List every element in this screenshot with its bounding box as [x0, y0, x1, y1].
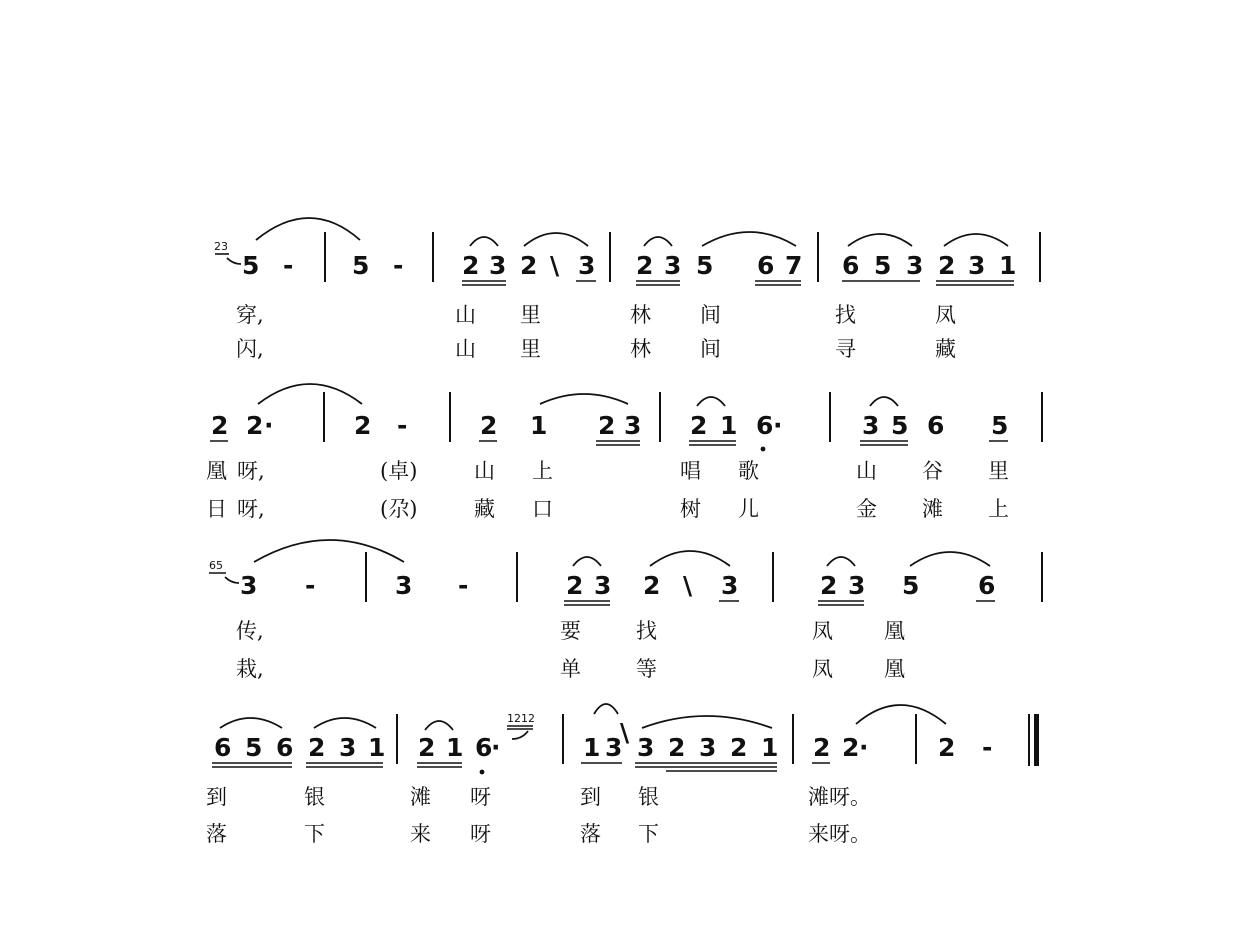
lyric: (尕): [380, 497, 418, 521]
note: 3: [968, 251, 986, 280]
note: 3: [721, 571, 739, 600]
backslash-mark: \: [550, 251, 560, 280]
lyric: 呀,: [237, 459, 265, 483]
slur: [524, 233, 588, 246]
score-line-4: [206, 704, 1039, 846]
lyric: 银: [304, 785, 325, 809]
lyric: 等: [636, 657, 657, 681]
slur: [870, 397, 898, 406]
score-line-2: [206, 384, 1042, 521]
note: 3: [664, 251, 682, 280]
lyric: 山: [474, 459, 495, 483]
lyric-verse-1: [206, 785, 871, 809]
note: 2: [520, 251, 538, 280]
grace-hook: [225, 577, 239, 583]
lyric: 来呀。: [808, 822, 871, 846]
note: 5: [891, 411, 909, 440]
lyric: 滩: [410, 785, 431, 809]
lyric: 落: [580, 822, 601, 846]
note: 2: [938, 733, 956, 762]
low-octave-dot: [761, 447, 766, 452]
lyric: 金: [856, 497, 877, 521]
lyric-verse-1: [206, 459, 1009, 483]
lyric: 口: [532, 497, 553, 521]
note: 3: [699, 733, 717, 762]
lyric: 落: [206, 822, 227, 846]
note: 3: [848, 571, 866, 600]
note: 2: [820, 571, 838, 600]
slur: [642, 716, 772, 728]
note: 5: [242, 251, 260, 280]
note: 2: [668, 733, 686, 762]
note: 1: [446, 733, 464, 762]
note: 3: [624, 411, 642, 440]
note: 3: [862, 411, 880, 440]
note: 1: [720, 411, 738, 440]
note: 6: [475, 733, 493, 762]
augmentation-dot: ·: [773, 411, 783, 440]
lyric: 呀,: [237, 497, 265, 521]
augmentation-dot: ·: [491, 733, 501, 762]
note: 1: [583, 733, 601, 762]
lyric: 传,: [236, 619, 264, 643]
low-octave-dot: [480, 770, 485, 775]
note: 6: [978, 571, 996, 600]
backslash-mark: \: [683, 571, 693, 600]
note: 2: [730, 733, 748, 762]
lyric: 藏: [474, 497, 495, 521]
lyric: 来: [410, 822, 431, 846]
lyric: 树: [680, 497, 701, 521]
note: 5: [874, 251, 892, 280]
note: 6: [927, 411, 945, 440]
note: 1: [530, 411, 548, 440]
note: 3: [240, 571, 258, 600]
lyric: 凰: [206, 459, 227, 483]
lyric-verse-2: [236, 337, 956, 361]
lyric: 要: [560, 619, 581, 643]
lyric: 里: [520, 303, 541, 327]
note: 6: [842, 251, 860, 280]
lyric: 山: [455, 303, 476, 327]
augmentation-dot: ·: [859, 733, 869, 762]
note: 2: [598, 411, 616, 440]
lyric: 寻: [835, 337, 856, 361]
slur: [314, 718, 376, 728]
dash: -: [305, 571, 316, 600]
lyric-verse-1: [236, 303, 956, 327]
dash: -: [393, 251, 404, 280]
lyric-verse-2: [206, 822, 871, 846]
final-bar-line-thick: [1034, 714, 1039, 766]
note: 1: [368, 733, 386, 762]
dash: -: [283, 251, 294, 280]
note: 3: [395, 571, 413, 600]
grace-hook: [227, 258, 241, 264]
note: 2: [211, 411, 229, 440]
lyric: 银: [638, 785, 659, 809]
slur: [540, 394, 628, 404]
note: 2: [480, 411, 498, 440]
note: 5: [991, 411, 1009, 440]
lyric: 林: [630, 303, 651, 327]
lyric: 唱: [680, 459, 701, 483]
lyric: 上: [988, 497, 1009, 521]
lyric: 凰: [884, 657, 905, 681]
dash: -: [397, 411, 408, 440]
slur: [650, 551, 730, 566]
backslash-mark: \: [620, 718, 630, 747]
note: 7: [785, 251, 803, 280]
lyric-verse-1: [236, 619, 905, 643]
dash: -: [458, 571, 469, 600]
slur: [848, 234, 912, 246]
grace-note: 23: [214, 240, 228, 253]
note: 3: [605, 733, 623, 762]
lyric: 里: [520, 337, 541, 361]
note: 2: [690, 411, 708, 440]
augmentation-dot: ·: [264, 411, 274, 440]
note: 2: [566, 571, 584, 600]
note: 5: [902, 571, 920, 600]
lyric: 谷: [922, 459, 943, 483]
score-line-3: [209, 540, 1042, 681]
slur: [856, 705, 946, 724]
score-line-1: [214, 218, 1040, 361]
dash: -: [982, 733, 993, 762]
lyric: 下: [638, 822, 659, 846]
note: 1: [761, 733, 779, 762]
lyric: 间: [700, 337, 721, 361]
note: 2: [643, 571, 661, 600]
note: 5: [352, 251, 370, 280]
lyric: 山: [856, 459, 877, 483]
lyric: 找: [835, 303, 856, 327]
slur: [910, 552, 990, 566]
lyric: 歌: [738, 459, 759, 483]
lyric-verse-2: [236, 657, 905, 681]
lyric: 滩呀。: [808, 785, 871, 809]
lyric: 单: [560, 657, 581, 681]
note: 3: [578, 251, 596, 280]
lyric: 藏: [935, 337, 956, 361]
note: 5: [696, 251, 714, 280]
lyric: 滩: [922, 497, 943, 521]
note: 5: [245, 733, 263, 762]
slur: [827, 557, 855, 566]
lyric: 凤: [812, 619, 833, 643]
note: 3: [637, 733, 655, 762]
note: 2: [636, 251, 654, 280]
note: 2: [246, 411, 264, 440]
note: 3: [906, 251, 924, 280]
note: 6: [214, 733, 232, 762]
slur: [220, 718, 282, 728]
lyric: 到: [206, 785, 227, 809]
note: 2: [813, 733, 831, 762]
note: 2: [842, 733, 860, 762]
note: 6: [276, 733, 294, 762]
slur: [702, 232, 796, 246]
lyric: 凰: [884, 619, 905, 643]
lyric: 凤: [812, 657, 833, 681]
slur: [944, 234, 1008, 246]
lyric: 林: [630, 337, 651, 361]
note: 2: [308, 733, 326, 762]
note: 2: [938, 251, 956, 280]
grace-hook: [512, 731, 528, 739]
lyric: 日: [206, 497, 227, 521]
slur: [258, 384, 362, 404]
lyric-verse-2: [206, 497, 1009, 521]
lyric: 呀: [470, 785, 491, 809]
slur: [697, 397, 725, 406]
note: 3: [594, 571, 612, 600]
slur: [256, 218, 360, 240]
lyric: 穿,: [236, 303, 264, 327]
note: 3: [489, 251, 507, 280]
note: 2: [418, 733, 436, 762]
note: 2: [462, 251, 480, 280]
grace-note: 65: [209, 559, 223, 572]
grace-note: 1212: [507, 712, 535, 725]
lyric: 山: [455, 337, 476, 361]
slur: [425, 721, 453, 730]
lyric: (卓): [380, 459, 418, 483]
note: 1: [999, 251, 1017, 280]
lyric: 呀: [470, 822, 491, 846]
lyric: 凤: [935, 303, 956, 327]
lyric: 到: [580, 785, 601, 809]
slur: [254, 540, 404, 562]
slur: [573, 557, 601, 566]
lyric: 间: [700, 303, 721, 327]
slur: [644, 237, 672, 246]
lyric: 闪,: [236, 337, 264, 361]
lyric: 儿: [738, 497, 759, 521]
slur: [594, 704, 618, 714]
note: 6: [757, 251, 775, 280]
lyric: 找: [636, 619, 657, 643]
slur: [470, 237, 498, 246]
note: 6: [756, 411, 774, 440]
note: 2: [354, 411, 372, 440]
note: 3: [339, 733, 357, 762]
lyric: 栽,: [236, 657, 264, 681]
lyric: 里: [988, 459, 1009, 483]
lyric: 上: [532, 459, 553, 483]
lyric: 下: [304, 822, 325, 846]
